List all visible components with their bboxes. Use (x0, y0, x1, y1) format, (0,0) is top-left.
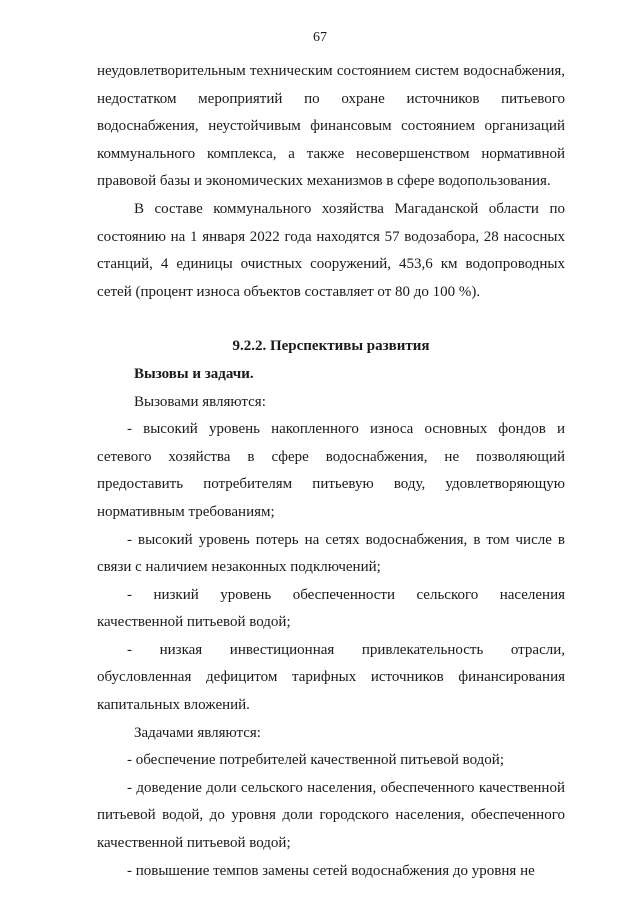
tasks-intro: Задачами являются: (134, 724, 261, 741)
task-item: - обеспечение потребителей качественной питьевой водой; (127, 752, 504, 769)
challenge-item: - низкая инвестиционная привлекательность отрасли, обусловленная дефицитом тарифных источников финансирования капитальных вложений. (97, 641, 565, 714)
page-number: 67 (313, 30, 327, 45)
challenge-item: - высокий уровень потерь на сетях водоснабжения, в том числе в связи с наличием незаконных подключений; (97, 531, 565, 576)
spacer (97, 306, 565, 333)
section-heading: 9.2.2. Перспективы развития (232, 338, 430, 355)
subheading: Вызовы и задачи. (134, 365, 254, 382)
challenge-item: - высокий уровень накопленного износа основных фондов и сетевого хозяйства в сфере водоснабжения, не позволяющий предоставить потребителям питьевую воду, удовлетворяющую нормативным требованиям; (97, 421, 565, 520)
page-body (97, 58, 565, 885)
task-item: - доведение доли сельского населения, обеспеченного качественной питьевой водой, до уровня доли городского населения, обеспеченного качественной питьевой водой; (97, 779, 565, 852)
challenge-item: - низкий уровень обеспеченности сельского населения качественной питьевой водой; (97, 586, 565, 631)
composition-paragraph: В составе коммунального хозяйства Магаданской области по состоянию на 1 января 2022 года находятся 57 водозабора, 28 насосных станций, 4 единицы очистных сооружений, 453,6 км водопроводных сетей (процент износа объектов составляет от 80 до 100 %). (97, 200, 565, 300)
intro-paragraph: неудовлетворительным техническим состоянием систем водоснабжения, недостатком мероприятий по охране источников питьевого водоснабжения, неустойчивым финансовым состоянием организаций коммунального комплекса, а также несовершенством нормативной правовой базы и экономических механизмов в сфере водопользования. (97, 63, 565, 190)
challenges-intro: Вызовами являются: (134, 393, 266, 410)
task-item: - повышение темпов замены сетей водоснабжения до уровня не (127, 862, 535, 879)
